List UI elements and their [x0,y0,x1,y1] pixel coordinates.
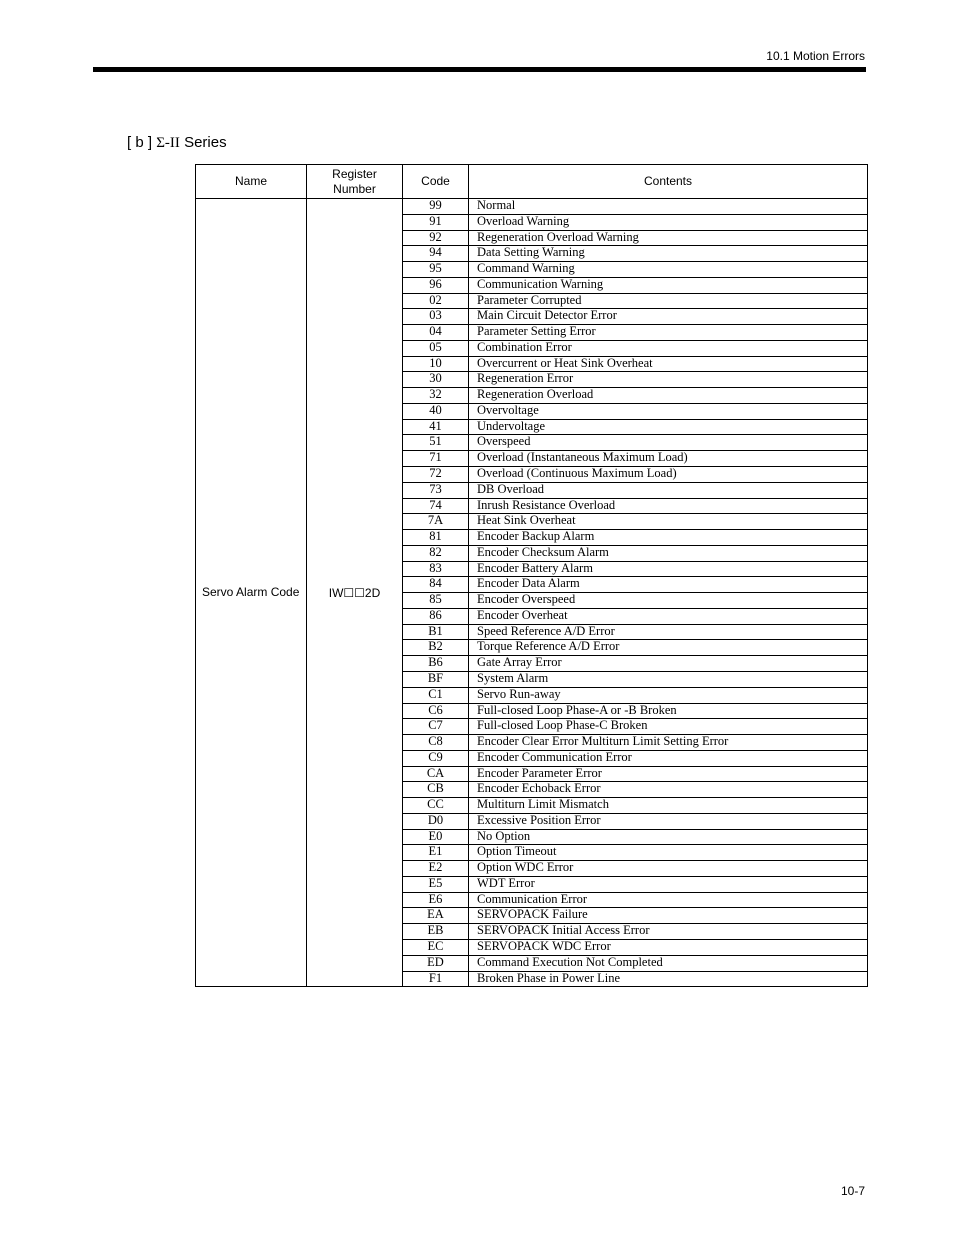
alarm-name-cell: Servo Alarm Code [196,199,307,987]
alarm-code-cell: 41 [403,419,469,435]
alarm-code-cell: E2 [403,861,469,877]
alarm-code-cell: E6 [403,892,469,908]
alarm-code-cell: EA [403,908,469,924]
alarm-contents-cell: SERVOPACK Initial Access Error [469,924,868,940]
alarm-code-cell: E5 [403,876,469,892]
alarm-code-cell: F1 [403,971,469,987]
alarm-code-cell: 91 [403,214,469,230]
series-symbol: Σ-II [156,135,180,151]
alarm-contents-cell: Encoder Battery Alarm [469,561,868,577]
alarm-contents-cell: Encoder Backup Alarm [469,530,868,546]
alarm-contents-cell: Data Setting Warning [469,246,868,262]
running-head: 10.1 Motion Errors [766,49,865,63]
alarm-contents-cell: Encoder Overheat [469,608,868,624]
alarm-contents-cell: Excessive Position Error [469,813,868,829]
alarm-contents-cell: Encoder Communication Error [469,750,868,766]
alarm-contents-cell: SERVOPACK Failure [469,908,868,924]
alarm-code-cell: C6 [403,703,469,719]
alarm-code-cell: 32 [403,388,469,404]
alarm-contents-cell: Encoder Clear Error Multiturn Limit Setting Error [469,735,868,751]
series-label: Series [184,134,227,151]
alarm-contents-cell: Command Execution Not Completed [469,955,868,971]
alarm-contents-cell: Heat Sink Overheat [469,514,868,530]
alarm-code-cell: C8 [403,735,469,751]
alarm-code-cell: 95 [403,262,469,278]
header-rule [93,67,866,72]
table-row [196,199,868,215]
alarm-contents-cell: Torque Reference A/D Error [469,640,868,656]
alarm-code-cell: B1 [403,624,469,640]
alarm-code-cell: E0 [403,829,469,845]
section-heading [127,134,227,152]
alarm-code-cell: 10 [403,356,469,372]
alarm-contents-cell: Gate Array Error [469,656,868,672]
alarm-contents-cell: Overload (Continuous Maximum Load) [469,467,868,483]
alarm-code-table [195,164,868,987]
alarm-code-cell: 73 [403,482,469,498]
alarm-code-cell: CA [403,766,469,782]
alarm-code-cell: 74 [403,498,469,514]
alarm-code-cell: 05 [403,340,469,356]
alarm-code-cell: 94 [403,246,469,262]
alarm-contents-cell: Parameter Corrupted [469,293,868,309]
alarm-code-cell: B2 [403,640,469,656]
alarm-code-cell: 84 [403,577,469,593]
alarm-contents-cell: Combination Error [469,340,868,356]
section-prefix: [ b ] [127,134,153,151]
alarm-contents-cell: Communication Warning [469,277,868,293]
alarm-contents-cell: Regeneration Overload [469,388,868,404]
alarm-contents-cell: Undervoltage [469,419,868,435]
column-header-code: Code [403,165,469,199]
column-header-register-line2: Number [333,181,376,196]
alarm-code-cell: 83 [403,561,469,577]
alarm-contents-cell: System Alarm [469,671,868,687]
alarm-contents-cell: Normal [469,199,868,215]
alarm-contents-cell: Encoder Overspeed [469,593,868,609]
alarm-code-cell: 30 [403,372,469,388]
alarm-code-cell: 82 [403,545,469,561]
alarm-contents-cell: Encoder Parameter Error [469,766,868,782]
column-header-register-number [307,165,403,199]
alarm-contents-cell: Encoder Checksum Alarm [469,545,868,561]
alarm-contents-cell: Command Warning [469,262,868,278]
alarm-contents-cell: Option Timeout [469,845,868,861]
alarm-contents-cell: Overload Warning [469,214,868,230]
alarm-code-cell: EC [403,939,469,955]
alarm-contents-cell: Servo Run-away [469,687,868,703]
alarm-code-cell: 04 [403,325,469,341]
alarm-code-cell: E1 [403,845,469,861]
alarm-code-cell: 40 [403,403,469,419]
alarm-code-cell: C7 [403,719,469,735]
alarm-code-cell: CB [403,782,469,798]
page-number: 10-7 [840,1184,865,1198]
column-header-register-line1: Register [332,166,377,181]
alarm-contents-cell: Full-closed Loop Phase-C Broken [469,719,868,735]
alarm-contents-cell: Overcurrent or Heat Sink Overheat [469,356,868,372]
alarm-code-cell: C1 [403,687,469,703]
alarm-code-cell: 7A [403,514,469,530]
alarm-code-cell: 72 [403,467,469,483]
alarm-contents-cell: WDT Error [469,876,868,892]
alarm-code-cell: 03 [403,309,469,325]
register-number-cell: IW☐☐2D [307,199,403,987]
alarm-contents-cell: Overvoltage [469,403,868,419]
column-header-contents: Contents [469,165,868,199]
alarm-contents-cell: SERVOPACK WDC Error [469,939,868,955]
alarm-contents-cell: Overspeed [469,435,868,451]
alarm-contents-cell: Parameter Setting Error [469,325,868,341]
alarm-code-cell: 02 [403,293,469,309]
alarm-contents-cell: Main Circuit Detector Error [469,309,868,325]
alarm-code-cell: CC [403,798,469,814]
alarm-code-cell: D0 [403,813,469,829]
alarm-code-cell: 51 [403,435,469,451]
alarm-contents-cell: Communication Error [469,892,868,908]
alarm-code-cell: B6 [403,656,469,672]
alarm-contents-cell: Overload (Instantaneous Maximum Load) [469,451,868,467]
alarm-contents-cell: Multiturn Limit Mismatch [469,798,868,814]
alarm-code-cell: 71 [403,451,469,467]
alarm-code-cell: EB [403,924,469,940]
alarm-code-cell: 96 [403,277,469,293]
alarm-contents-cell: Full-closed Loop Phase-A or -B Broken [469,703,868,719]
alarm-code-cell: 92 [403,230,469,246]
alarm-code-cell: C9 [403,750,469,766]
alarm-contents-cell: Regeneration Error [469,372,868,388]
alarm-code-cell: 85 [403,593,469,609]
alarm-contents-cell: DB Overload [469,482,868,498]
alarm-contents-cell: Encoder Echoback Error [469,782,868,798]
alarm-code-cell: BF [403,671,469,687]
alarm-code-cell: 86 [403,608,469,624]
alarm-contents-cell: Option WDC Error [469,861,868,877]
alarm-code-cell: 99 [403,199,469,215]
alarm-contents-cell: Inrush Resistance Overload [469,498,868,514]
table-body [196,199,868,987]
alarm-contents-cell: Encoder Data Alarm [469,577,868,593]
alarm-code-cell: 81 [403,530,469,546]
alarm-contents-cell: Regeneration Overload Warning [469,230,868,246]
alarm-contents-cell: Broken Phase in Power Line [469,971,868,987]
column-header-name: Name [196,165,307,199]
table-header-row [196,165,868,199]
alarm-code-cell: ED [403,955,469,971]
alarm-contents-cell: Speed Reference A/D Error [469,624,868,640]
alarm-contents-cell: No Option [469,829,868,845]
